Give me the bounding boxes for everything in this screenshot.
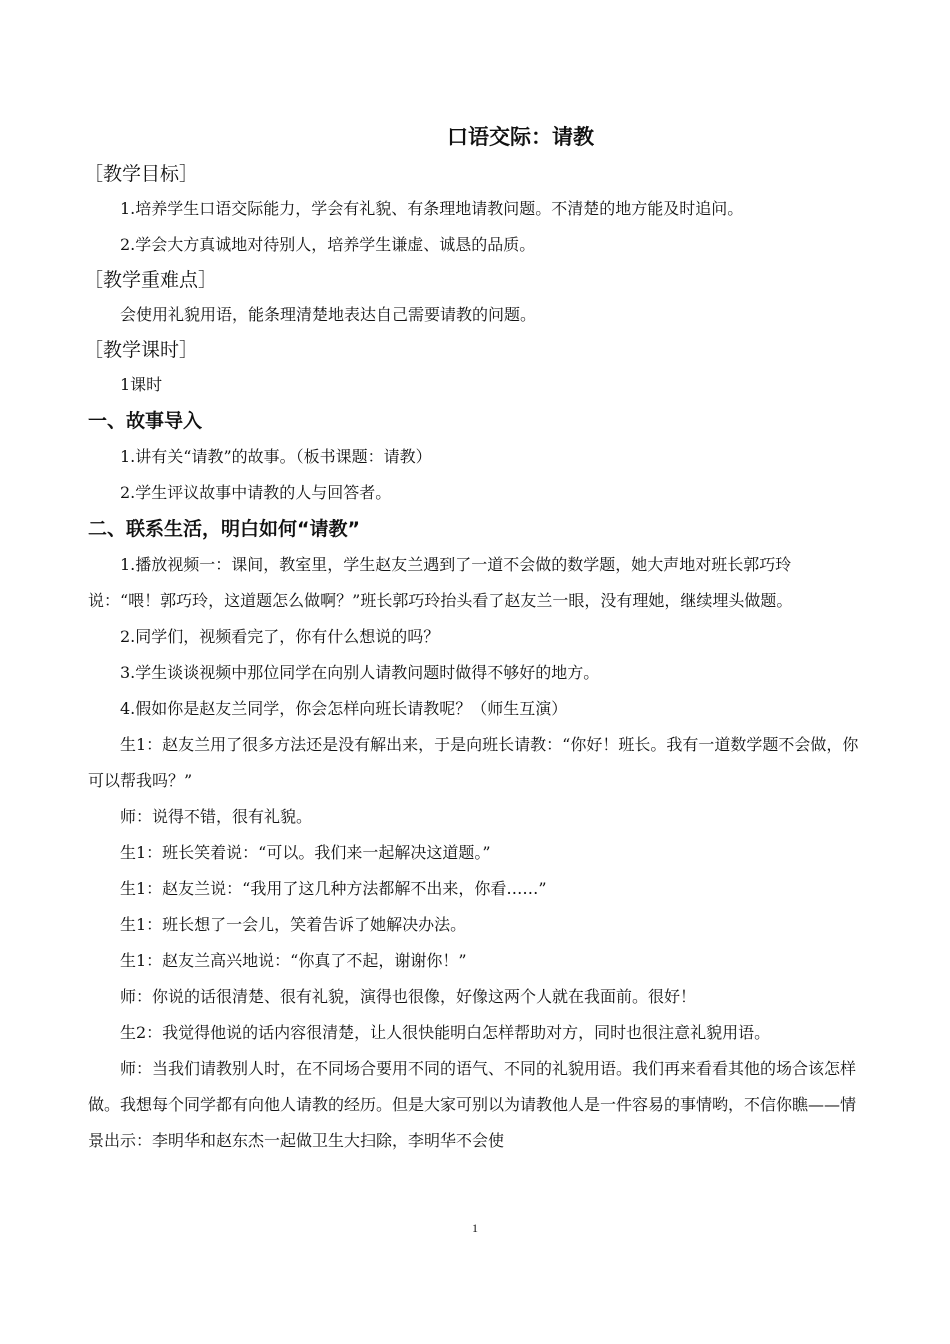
dialogue-line: 师：当我们请教别人时，在不同场合要用不同的语气、不同的礼貌用语。我们再来看看其他的场合该怎样做。我想每个同学都有向他人请教的经历。但是大家可别以为请教他人是一件容易的事情哟，不信你瞧——情景出示：李明华和赵东杰一起做卫生大扫除，李明华不会使 [88, 1059, 857, 1150]
section2-paragraph: 2.同学们，视频看完了，你有什么想说的吗？ [120, 627, 440, 646]
dialogue-line: 生1：班长想了一会儿，笑着告诉了她解决办法。 [120, 915, 467, 934]
dialogue-line: 师：说得不错，很有礼貌。 [120, 807, 313, 826]
section1-heading: 一、故事导入 [88, 410, 203, 432]
page-title: 口语交际：请教 [447, 125, 594, 149]
document-body [84, 117, 863, 1159]
page-number: 1 [472, 1221, 478, 1235]
dialogue-line: 生1：赵友兰说：“我用了这几种方法都解不出来，你看……” [120, 879, 547, 898]
section1-item: 1.讲有关“请教”的故事。（板书课题：请教） [120, 447, 432, 466]
section2-paragraph: 3.学生谈谈视频中那位同学在向别人请教问题时做得不够好的地方。 [120, 663, 600, 682]
objectives-heading: ［教学目标］ [84, 163, 199, 185]
section2-paragraph: 1.播放视频一：课间，教室里，学生赵友兰遇到了一道不会做的数学题，她大声地对班长郭巧玲说：“喂！郭巧玲，这道题怎么做啊？”班长郭巧玲抬头看了赵友兰一眼，没有理她，继续埋头做题。 [88, 555, 793, 610]
dialogue-line: 生2：我觉得他说的话内容很清楚，让人很快能明白怎样帮助对方，同时也很注意礼貌用语。 [120, 1023, 771, 1042]
section2-heading: 二、联系生活，明白如何“请教” [88, 518, 360, 540]
section2-paragraph: 4.假如你是赵友兰同学，你会怎样向班长请教呢？（师生互演） [120, 699, 568, 718]
section1-item: 2.学生评议故事中请教的人与回答者。 [120, 483, 392, 502]
dialogue-line: 师：你说的话很清楚、很有礼貌，演得也很像，好像这两个人就在我面前。很好！ [120, 987, 697, 1006]
key-points-text: 会使用礼貌用语，能条理清楚地表达自己需要请教的问题。 [120, 305, 537, 324]
dialogue-line: 生1：赵友兰用了很多方法还是没有解出来，于是向班长请教：“你好！班长。我有一道数学题不会做，你可以帮我吗？” [88, 735, 859, 790]
objective-item: 2.学会大方真诚地对待别人，培养学生谦虚、诚恳的品质。 [120, 235, 536, 254]
dialogue-line: 生1：班长笑着说：“可以。我们来一起解决这道题。” [120, 843, 491, 862]
objective-item: 1.培养学生口语交际能力，学会有礼貌、有条理地请教问题。不清楚的地方能及时追问。 [120, 199, 744, 218]
dialogue-line: 生1：赵友兰高兴地说：“你真了不起，谢谢你！” [120, 951, 467, 970]
periods-text: 1课时 [120, 375, 163, 394]
key-points-heading: ［教学重难点］ [84, 269, 218, 291]
periods-heading: ［教学课时］ [84, 339, 199, 361]
